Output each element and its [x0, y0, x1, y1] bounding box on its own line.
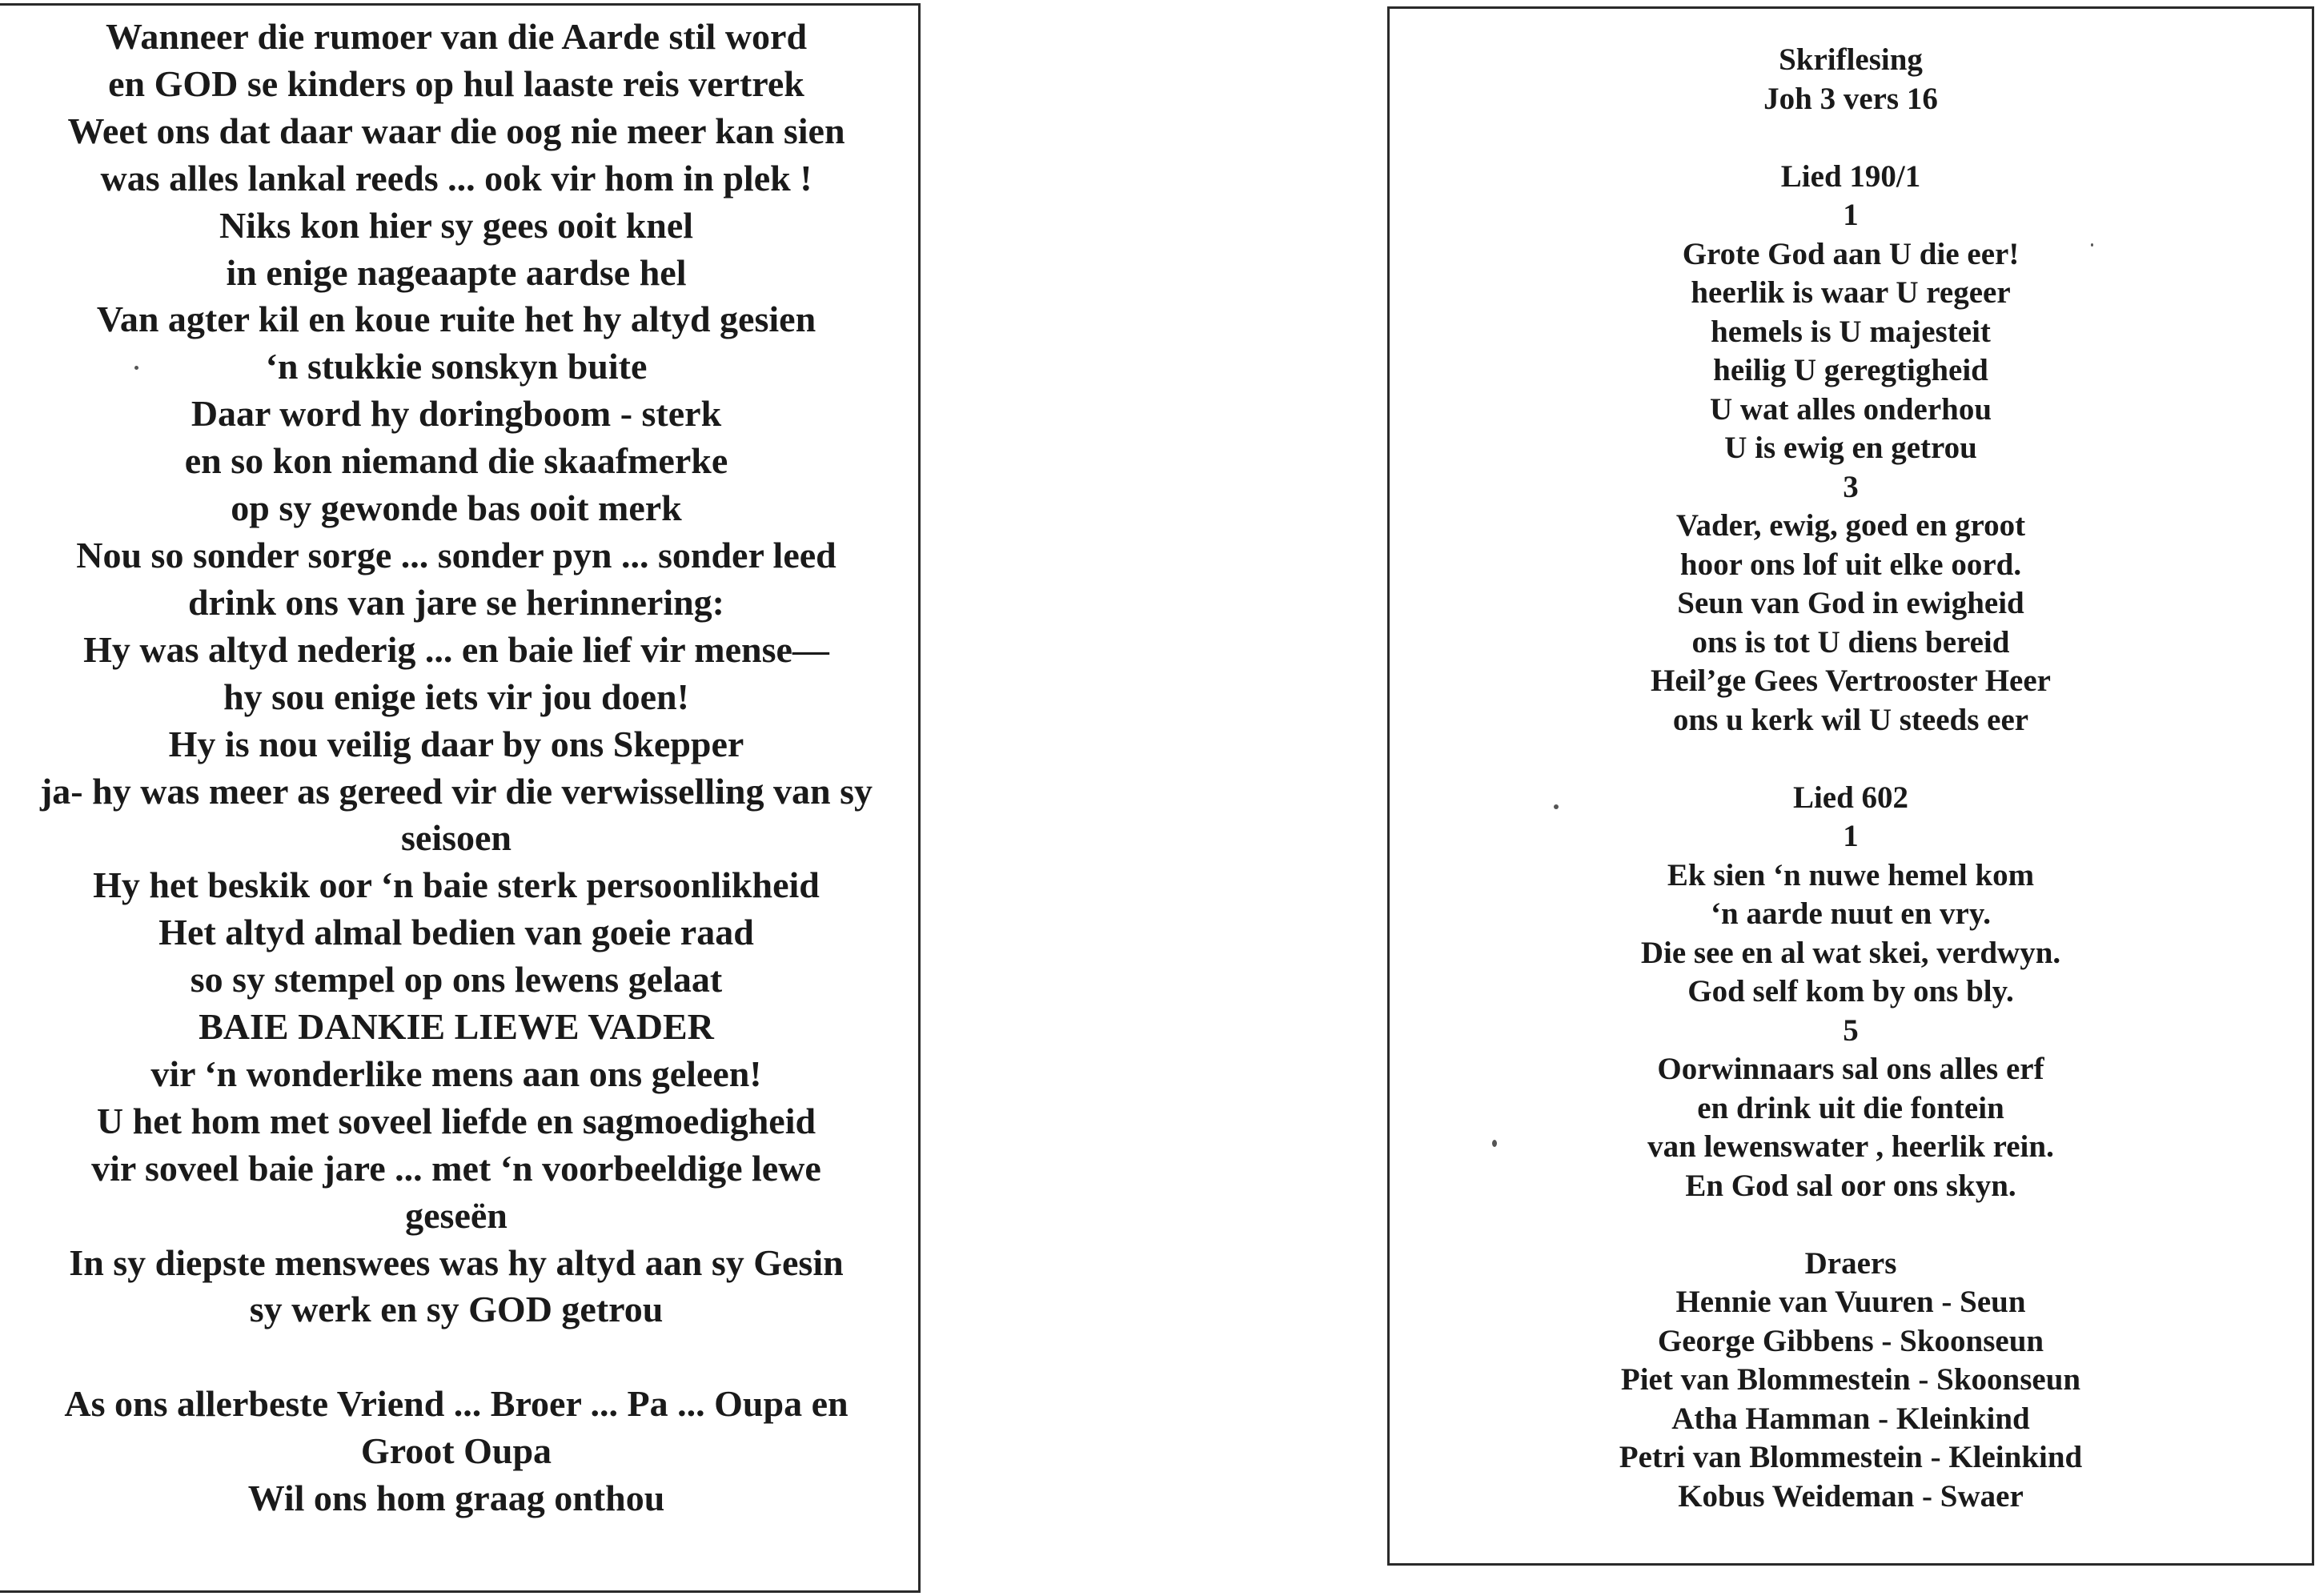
hymn-line: Seun van God in ewigheid: [1677, 586, 2024, 620]
closing-line: As ons allerbeste Vriend ... Broer ... Pa ... Oupa en: [64, 1383, 849, 1425]
poem-line: BAIE DANKIE LIEWE VADER: [199, 1006, 714, 1048]
service-program: [1390, 41, 2312, 1516]
hymn-line: hemels is U majesteit: [1711, 314, 1991, 349]
pallbearer-name: Hennie van Vuuren - Seun: [1675, 1285, 2026, 1319]
hymn-line: U is ewig en getrou: [1724, 431, 1977, 465]
hymn-line: en drink uit die fontein: [1697, 1090, 2004, 1125]
scan-speck: [134, 366, 138, 370]
hymn-line: Vader, ewig, goed en groot: [1675, 508, 2026, 543]
pallbearer-name: Kobus Weideman - Swaer: [1678, 1478, 2024, 1514]
poem-line: Daar word hy doringboom - sterk: [191, 393, 722, 435]
hymn-line: Die see en al wat skei, verdwyn.: [1640, 935, 2061, 970]
poem-line: vir soveel baie jare ... met ‘n voorbeeldige lewe: [91, 1147, 821, 1189]
poem-line: hy sou enige iets vir jou doen!: [223, 676, 689, 717]
scan-speck: [1492, 1140, 1497, 1147]
poem-line: Niks kon hier sy gees ooit knel: [219, 204, 694, 246]
verse-number: 1: [1843, 198, 1859, 232]
scan-speck: [1554, 804, 1559, 809]
hymn-line: Oorwinnaars sal ons alles erf: [1657, 1052, 2044, 1086]
poem-line: U het hom met soveel liefde en sagmoedigheid: [96, 1100, 816, 1141]
poem-line: Hy het beskik oor ‘n baie sterk persoonlikheid: [93, 864, 820, 906]
pallbearer-name: George Gibbens - Skoonseun: [1657, 1323, 2044, 1358]
hymn-line: En God sal oor ons skyn.: [1685, 1168, 2016, 1203]
hymn-line: Ek sien ‘n nuwe hemel kom: [1667, 857, 2035, 892]
closing-line: Groot Oupa: [360, 1430, 552, 1472]
pallbearer-name: Atha Hamman - Kleinkind: [1671, 1401, 2030, 1436]
poem-line: Wanneer die rumoer van die Aarde stil word: [105, 16, 808, 57]
hymn-line: Heil’ge Gees Vertrooster Heer: [1651, 664, 2051, 698]
hymn-line: hoor ons lof uit elke oord.: [1679, 547, 2022, 582]
poem-line: en GOD se kinders op hul laaste reis vertrek: [108, 62, 804, 104]
poem-line: so sy stempel op ons lewens gelaat: [190, 959, 723, 1001]
poem-line: Weet ons dat daar waar die oog nie meer kan sien: [67, 110, 845, 151]
pallbearer-name: Piet van Blommestein - Skoonseun: [1620, 1362, 2081, 1397]
scripture-reference: Joh 3 vers 16: [1763, 81, 1938, 116]
hymn-line: Grote God aan U die eer!: [1682, 236, 2020, 271]
poem-line: ‘n stukkie sonskyn buite: [265, 346, 648, 387]
hymn-line: ‘n aarde nuut en vry.: [1711, 896, 1991, 931]
pallbearer-name: Petri van Blommestein - Kleinkind: [1619, 1440, 2083, 1474]
poem-line: in enige nageaapte aardse hel: [226, 251, 687, 293]
poem-line: seisoen: [401, 817, 512, 859]
hymn-line: ons is tot U diens bereid: [1691, 624, 2010, 660]
hymn-line: heilig U geregtigheid: [1713, 353, 1988, 387]
poem-line: vir ‘n wonderlike mens aan ons geleen!: [150, 1053, 762, 1094]
poem-line: Hy was altyd nederig ... en baie lief vir mense—: [83, 628, 829, 670]
poem-line: Van agter kil en koue ruite het hy altyd gesien: [96, 299, 816, 340]
poem-panel: [0, 3, 921, 1593]
poem-line: Hy is nou veilig daar by ons Skepper: [168, 723, 744, 764]
poem-line: In sy diepste menswees was hy altyd aan sy Gesin: [69, 1241, 844, 1283]
hymn-line: van lewenswater , heerlik rein.: [1647, 1129, 2054, 1164]
hymn-line: God self kom by ons bly.: [1687, 974, 2014, 1009]
scripture-heading: Skriflesing: [1779, 42, 1923, 77]
closing-line: Wil ons hom graag onthou: [247, 1478, 665, 1519]
poem-line: ja- hy was meer as gereed vir die verwisselling van sy: [39, 770, 873, 812]
poem-line: Het altyd almal bedien van goeie raad: [158, 912, 754, 953]
hymn-line: U wat alles onderhou: [1709, 391, 1992, 427]
hymn-title: Lied 602: [1792, 780, 1909, 815]
memorial-poem: [0, 14, 913, 1522]
verse-number: 5: [1843, 1013, 1859, 1048]
scan-speck: [2091, 243, 2093, 247]
pallbearers-heading: Draers: [1804, 1245, 1897, 1281]
poem-line: op sy gewonde bas ooit merk: [231, 487, 682, 529]
poem-line: en so kon niemand die skaafmerke: [184, 440, 728, 482]
poem-line: Nou so sonder sorge ... sonder pyn ... sonder leed: [76, 534, 837, 575]
poem-line: geseën: [405, 1194, 508, 1236]
program-panel: [1387, 6, 2314, 1566]
poem-line: drink ons van jare se herinnering:: [187, 581, 725, 623]
hymn-line: heerlik is waar U regeer: [1691, 275, 2011, 310]
poem-line: sy werk en sy GOD getrou: [249, 1289, 664, 1330]
poem-line: was alles lankal reeds ... ook vir hom in plek !: [100, 157, 812, 198]
verse-number: 1: [1843, 819, 1859, 853]
verse-number: 3: [1843, 469, 1859, 504]
hymn-title: Lied 190/1: [1780, 158, 1921, 194]
hymn-line: ons u kerk wil U steeds eer: [1672, 702, 2029, 737]
